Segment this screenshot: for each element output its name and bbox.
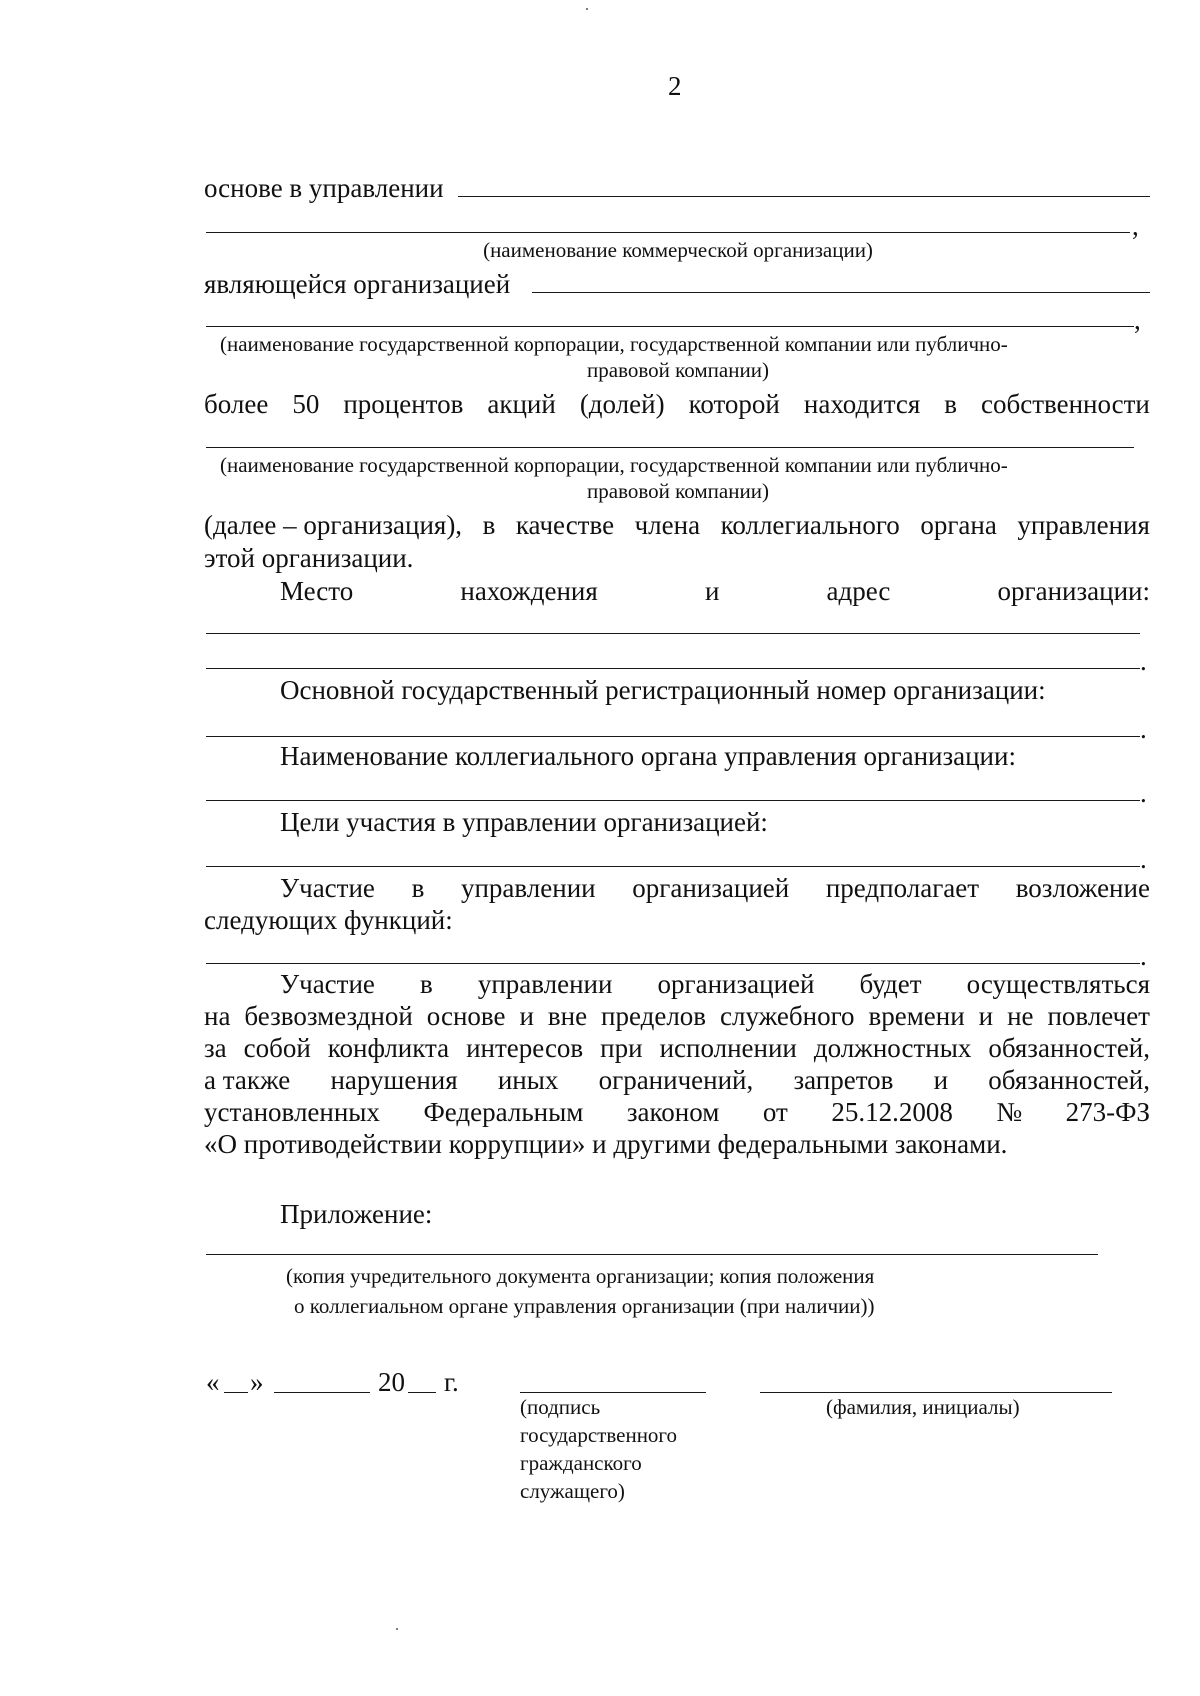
period: .	[1140, 941, 1147, 971]
ogrn-line[interactable]	[206, 736, 1140, 737]
location-label: Место нахождения и адрес организации:	[280, 576, 1150, 606]
signature-caption-1: (подпись	[520, 1395, 601, 1419]
caption-state-corp2-line1: (наименование государственной корпорации, государственной компании или публично-	[220, 453, 1008, 477]
period: .	[1140, 844, 1147, 874]
functions-line2: следующих функций:	[204, 905, 453, 935]
management-prefix: основе в управлении	[204, 173, 444, 203]
address-line-1[interactable]	[206, 633, 1140, 634]
period: .	[1140, 778, 1147, 808]
functions-sentence: Участие в управлении организацией предполагает возложение	[280, 873, 1150, 903]
date-century: 20	[378, 1367, 405, 1397]
appendix-label: Приложение:	[280, 1199, 433, 1229]
page-number: 2	[668, 71, 682, 101]
owner-org-line[interactable]	[206, 447, 1134, 448]
date-day-field[interactable]	[224, 1392, 248, 1393]
goals-label: Цели участия в управлении организацией:	[280, 807, 768, 837]
statement-line-5: установленных Федеральным законом от 25.12.2008 № 273-ФЗ	[204, 1097, 1150, 1127]
commercial-org-line-1[interactable]	[458, 196, 1150, 197]
commercial-org-line-2[interactable]	[206, 232, 1130, 233]
statement-line-2: на безвозмездной основе и вне пределов служебного времени и не повлечет	[204, 1001, 1150, 1031]
statement-line-4: а также нарушения иных ограничений, запретов и обязанностей,	[204, 1065, 1150, 1095]
statement-line-3: за собой конфликта интересов при исполнении должностных обязанностей,	[204, 1033, 1150, 1063]
date-open-quote: «	[206, 1367, 220, 1397]
date-month-field[interactable]	[274, 1392, 370, 1393]
period: .	[1140, 714, 1147, 744]
name-field[interactable]	[760, 1392, 1112, 1393]
ogrn-label: Основной государственный регистрационный номер организации:	[280, 675, 1046, 705]
hereinafter-sentence: (далее – организация), в качестве члена коллегиального органа управления	[204, 510, 1150, 540]
date-close-quote: »	[250, 1367, 264, 1397]
date-year-suffix: г.	[444, 1367, 459, 1397]
statement-line-1: Участие в управлении организацией будет осуществляться	[280, 969, 1150, 999]
board-name-label: Наименование коллегиального органа управления организации:	[280, 741, 1016, 771]
comma: ,	[1134, 305, 1141, 335]
signature-field[interactable]	[520, 1392, 706, 1393]
shares-sentence: более 50 процентов акций (долей) которой находится в собственности	[204, 389, 1150, 419]
period: .	[1140, 646, 1147, 676]
signature-caption-3: гражданского	[520, 1451, 642, 1475]
scan-speck	[586, 8, 588, 10]
appendix-line[interactable]	[206, 1254, 1098, 1255]
scan-speck	[396, 1628, 398, 1630]
subsidiary-prefix: являющейся организацией	[204, 269, 511, 299]
appendix-caption-line2: о коллегиальном органе управления организации (при наличии))	[294, 1294, 875, 1318]
goals-line[interactable]	[206, 866, 1140, 867]
parent-org-line-2[interactable]	[206, 326, 1134, 327]
date-year-field[interactable]	[408, 1392, 436, 1393]
address-line-2[interactable]	[206, 668, 1140, 669]
statement-line-6: «О противодействии коррупции» и другими федеральными законами.	[204, 1129, 1008, 1159]
name-caption: (фамилия, инициалы)	[826, 1395, 1020, 1419]
signature-caption-4: служащего)	[520, 1479, 625, 1503]
signature-caption-2: государственного	[520, 1423, 678, 1447]
caption-state-corp2-line2: правовой компании)	[587, 479, 769, 503]
this-org-text: этой организации.	[204, 543, 414, 573]
board-name-line[interactable]	[206, 800, 1140, 801]
caption-state-corp-line1: (наименование государственной корпорации, государственной компании или публично-	[220, 332, 1008, 356]
parent-org-line-1[interactable]	[532, 292, 1150, 293]
appendix-caption-line1: (копия учредительного документа организации; копия положения	[286, 1264, 875, 1288]
comma: ,	[1132, 211, 1139, 241]
caption-commercial-org: (наименование коммерческой организации)	[483, 238, 873, 262]
caption-state-corp-line2: правовой компании)	[587, 358, 769, 382]
functions-line[interactable]	[206, 963, 1140, 964]
